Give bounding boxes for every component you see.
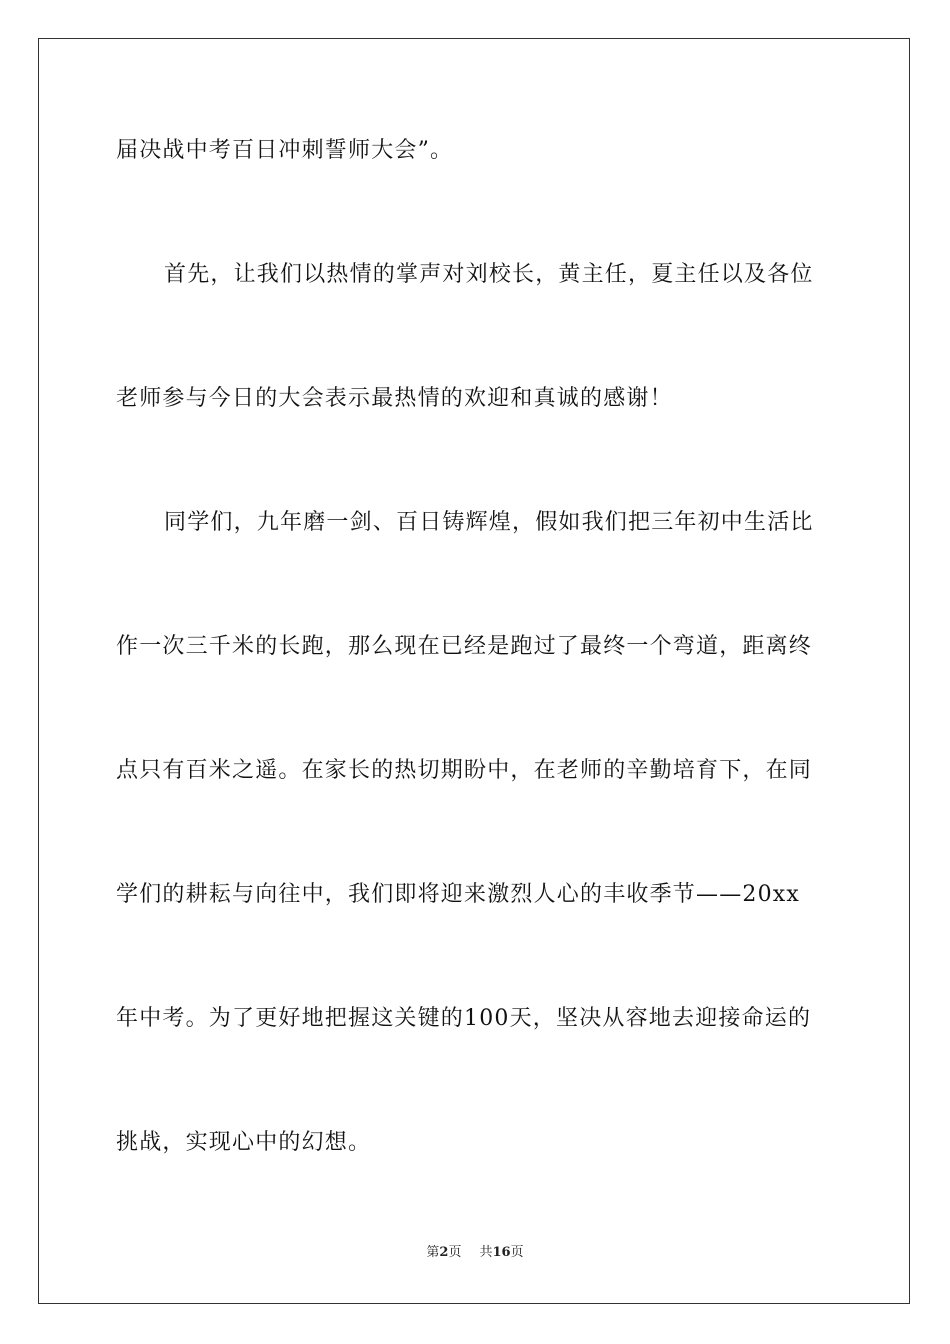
- text-line-2: 首先，让我们以热情的掌声对刘校长，黄主任，夏主任以及各位: [164, 262, 814, 287]
- text-line-9: 挑战，实现心中的幻想。: [116, 1130, 372, 1155]
- text-line-4: 同学们，九年磨一剑、百日铸辉煌，假如我们把三年初中生活比: [164, 510, 814, 535]
- footer-page-prefix: 第: [426, 1245, 440, 1260]
- text-line-6: 点只有百米之遥。在家长的热切期盼中，在老师的辛勤培育下，在同: [116, 758, 813, 783]
- footer-total-prefix: 共: [479, 1245, 493, 1260]
- text-line-7: 学们的耕耘与向往中，我们即将迎来激烈人心的丰收季节——20xx: [116, 882, 801, 907]
- text-line-3: 老师参与今日的大会表示最热情的欢迎和真诚的感谢！: [116, 386, 673, 411]
- footer-total-pages: 16: [492, 1245, 511, 1260]
- text-line-8: 年中考。为了更好地把握这关键的100天，坚决从容地去迎接命运的: [116, 1006, 812, 1031]
- page-border: [38, 38, 910, 1304]
- text-line-1: 届决战中考百日冲刺誓师大会”。: [116, 138, 454, 163]
- text-line-5: 作一次三千米的长跑，那么现在已经是跑过了最终一个弯道，距离终: [116, 634, 813, 659]
- footer-page-number: 2: [439, 1245, 449, 1260]
- page-footer: [0, 1244, 950, 1262]
- footer-page-suffix: 页: [448, 1245, 462, 1260]
- footer-total-suffix: 页: [510, 1245, 524, 1260]
